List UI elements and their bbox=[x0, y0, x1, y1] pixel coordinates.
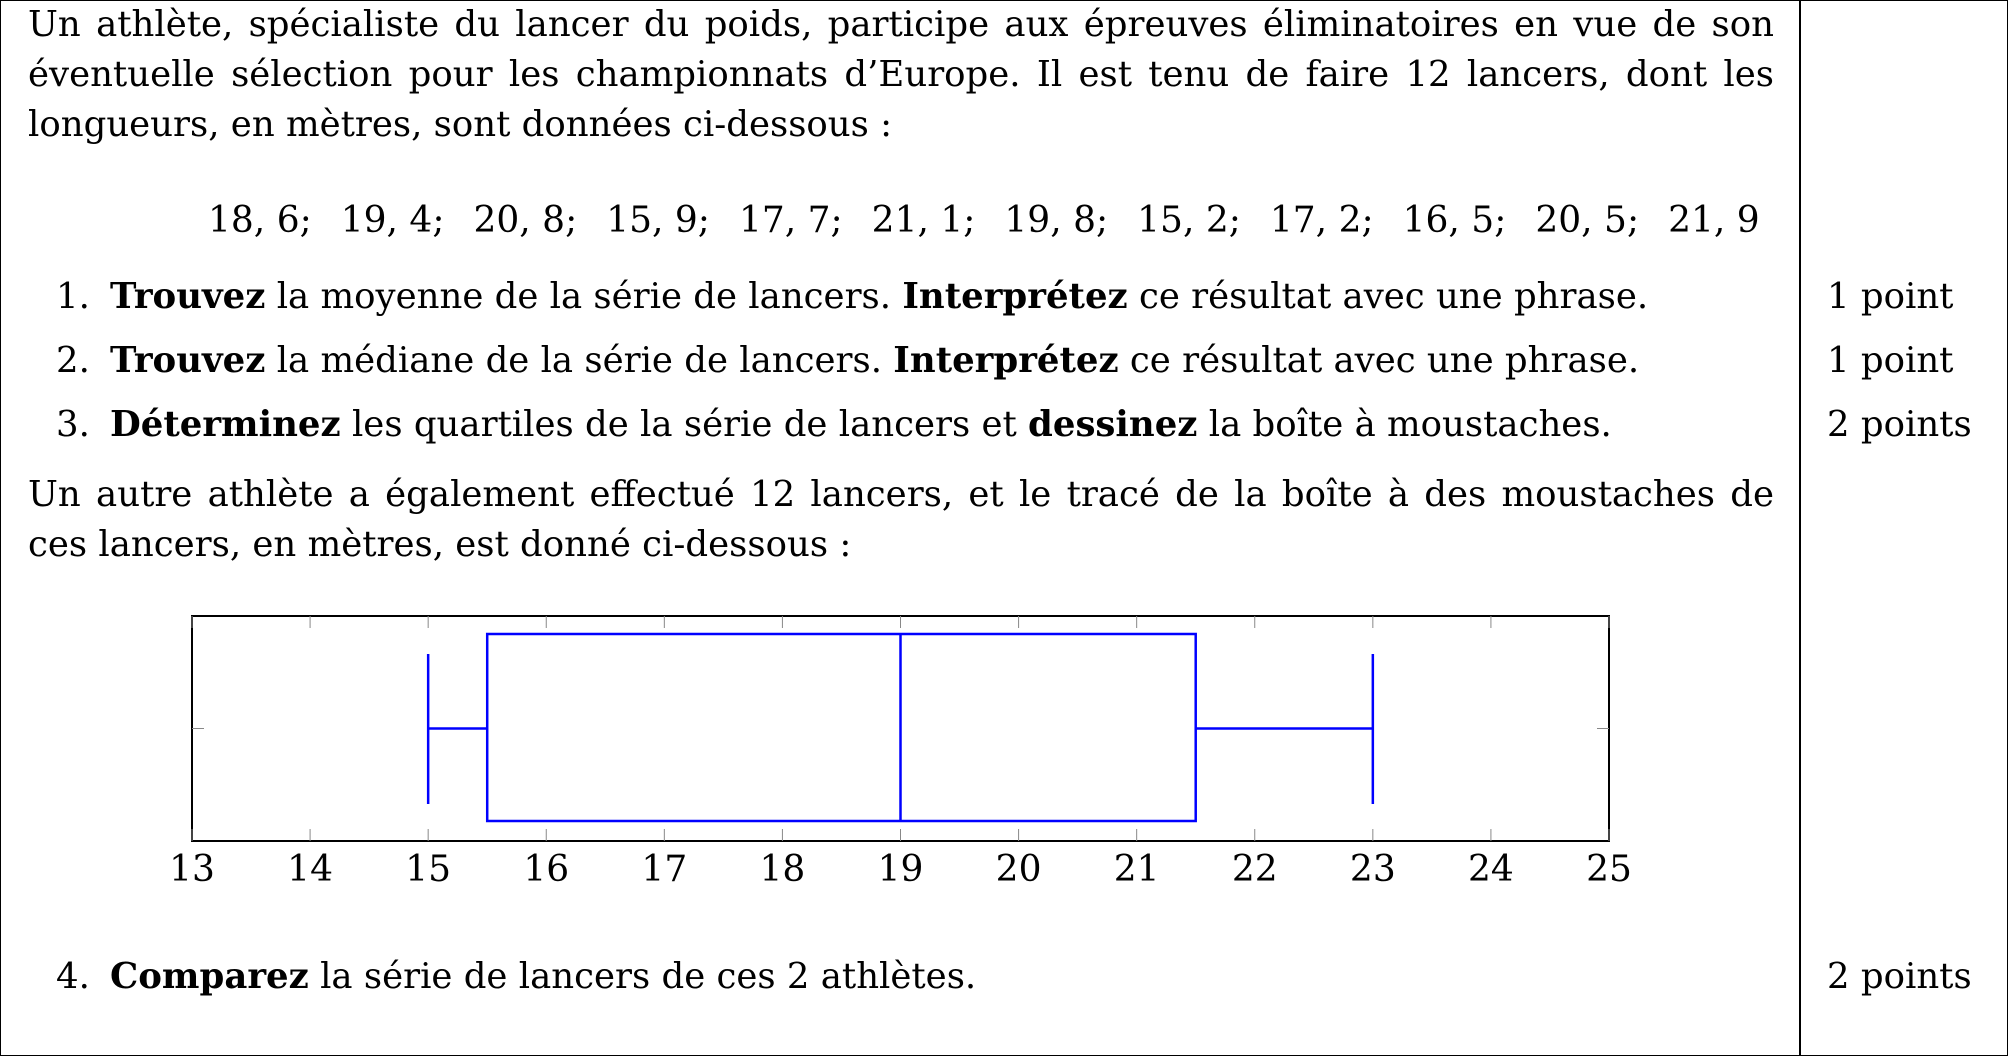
value-item: 16, 5; bbox=[1402, 200, 1507, 241]
points-2: 1 point bbox=[1827, 340, 1954, 381]
question-number: 1. bbox=[56, 276, 90, 317]
question-verb: Interprétez bbox=[893, 340, 1119, 381]
question-verb: Déterminez bbox=[110, 404, 341, 445]
question-verb: dessinez bbox=[1028, 404, 1198, 445]
x-tick-label: 20 bbox=[995, 849, 1042, 890]
x-tick-label: 15 bbox=[405, 849, 452, 890]
question-text: la moyenne de la série de lancers. bbox=[265, 276, 903, 317]
question-1 bbox=[56, 272, 1648, 322]
value-item: 17, 7; bbox=[738, 200, 843, 241]
x-tick-label: 17 bbox=[641, 849, 688, 890]
value-item: 18, 6; bbox=[208, 200, 312, 241]
x-tick-label: 18 bbox=[759, 849, 806, 890]
value-item: 20, 5; bbox=[1535, 200, 1640, 241]
question-verb: Comparez bbox=[110, 956, 309, 997]
value-item: 17, 2; bbox=[1269, 200, 1374, 241]
intro-paragraph: Un athlète, spécialiste du lancer du poids, participe aux épreuves éliminatoires en vue de son éventuelle sélection pour les championnats d’Europe. Il est tenu de faire 12 lancers, dont les longueurs, en mètres, sont données ci-dessous : bbox=[28, 4, 1774, 145]
points-3: 2 points bbox=[1827, 404, 1972, 445]
x-tick-label: 22 bbox=[1231, 849, 1278, 890]
x-tick-label: 25 bbox=[1586, 849, 1632, 890]
x-tick-label: 16 bbox=[523, 849, 570, 890]
x-tick-label: 13 bbox=[169, 849, 215, 890]
boxplot-chart bbox=[150, 600, 1650, 910]
throw-values bbox=[208, 196, 1760, 246]
question-number: 4. bbox=[56, 956, 90, 997]
value-item: 15, 2; bbox=[1137, 200, 1241, 241]
second-intro-paragraph: Un autre athlète a également effectué 12 lancers, et le tracé de la boîte à des moustaches de ces lancers, en mètres, est donné ci-dessous : bbox=[28, 474, 1774, 565]
value-item: 21, 1; bbox=[871, 200, 976, 241]
value-item: 19, 8; bbox=[1004, 200, 1109, 241]
question-text: la médiane de la série de lancers. bbox=[265, 340, 894, 381]
question-verb: Trouvez bbox=[110, 340, 266, 381]
x-tick-label: 23 bbox=[1349, 849, 1396, 890]
question-3 bbox=[56, 400, 1612, 450]
value-item: 15, 9; bbox=[606, 200, 710, 241]
points-column-divider bbox=[1799, 0, 1801, 1056]
x-tick-label: 19 bbox=[877, 849, 924, 890]
question-text: la série de lancers de ces 2 athlètes. bbox=[308, 956, 977, 997]
value-item: 19, 4; bbox=[340, 200, 445, 241]
question-number: 3. bbox=[56, 404, 90, 445]
question-text: ce résultat avec une phrase. bbox=[1118, 340, 1640, 381]
x-tick-label: 21 bbox=[1113, 849, 1160, 890]
question-verb: Interprétez bbox=[902, 276, 1128, 317]
points-1: 1 point bbox=[1827, 276, 1954, 317]
question-text: les quartiles de la série de lancers et bbox=[340, 404, 1029, 445]
points-4: 2 points bbox=[1827, 956, 1972, 997]
question-verb: Trouvez bbox=[110, 276, 266, 317]
question-2 bbox=[56, 336, 1639, 386]
question-4 bbox=[56, 952, 976, 1002]
value-item: 21, 9 bbox=[1668, 200, 1760, 241]
x-tick-label: 14 bbox=[287, 849, 333, 890]
question-text: la boîte à moustaches. bbox=[1197, 404, 1612, 445]
x-tick-label: 24 bbox=[1468, 849, 1514, 890]
question-text: ce résultat avec une phrase. bbox=[1127, 276, 1649, 317]
value-item: 20, 8; bbox=[473, 200, 578, 241]
question-number: 2. bbox=[56, 340, 90, 381]
interquartile-box bbox=[487, 634, 1196, 821]
